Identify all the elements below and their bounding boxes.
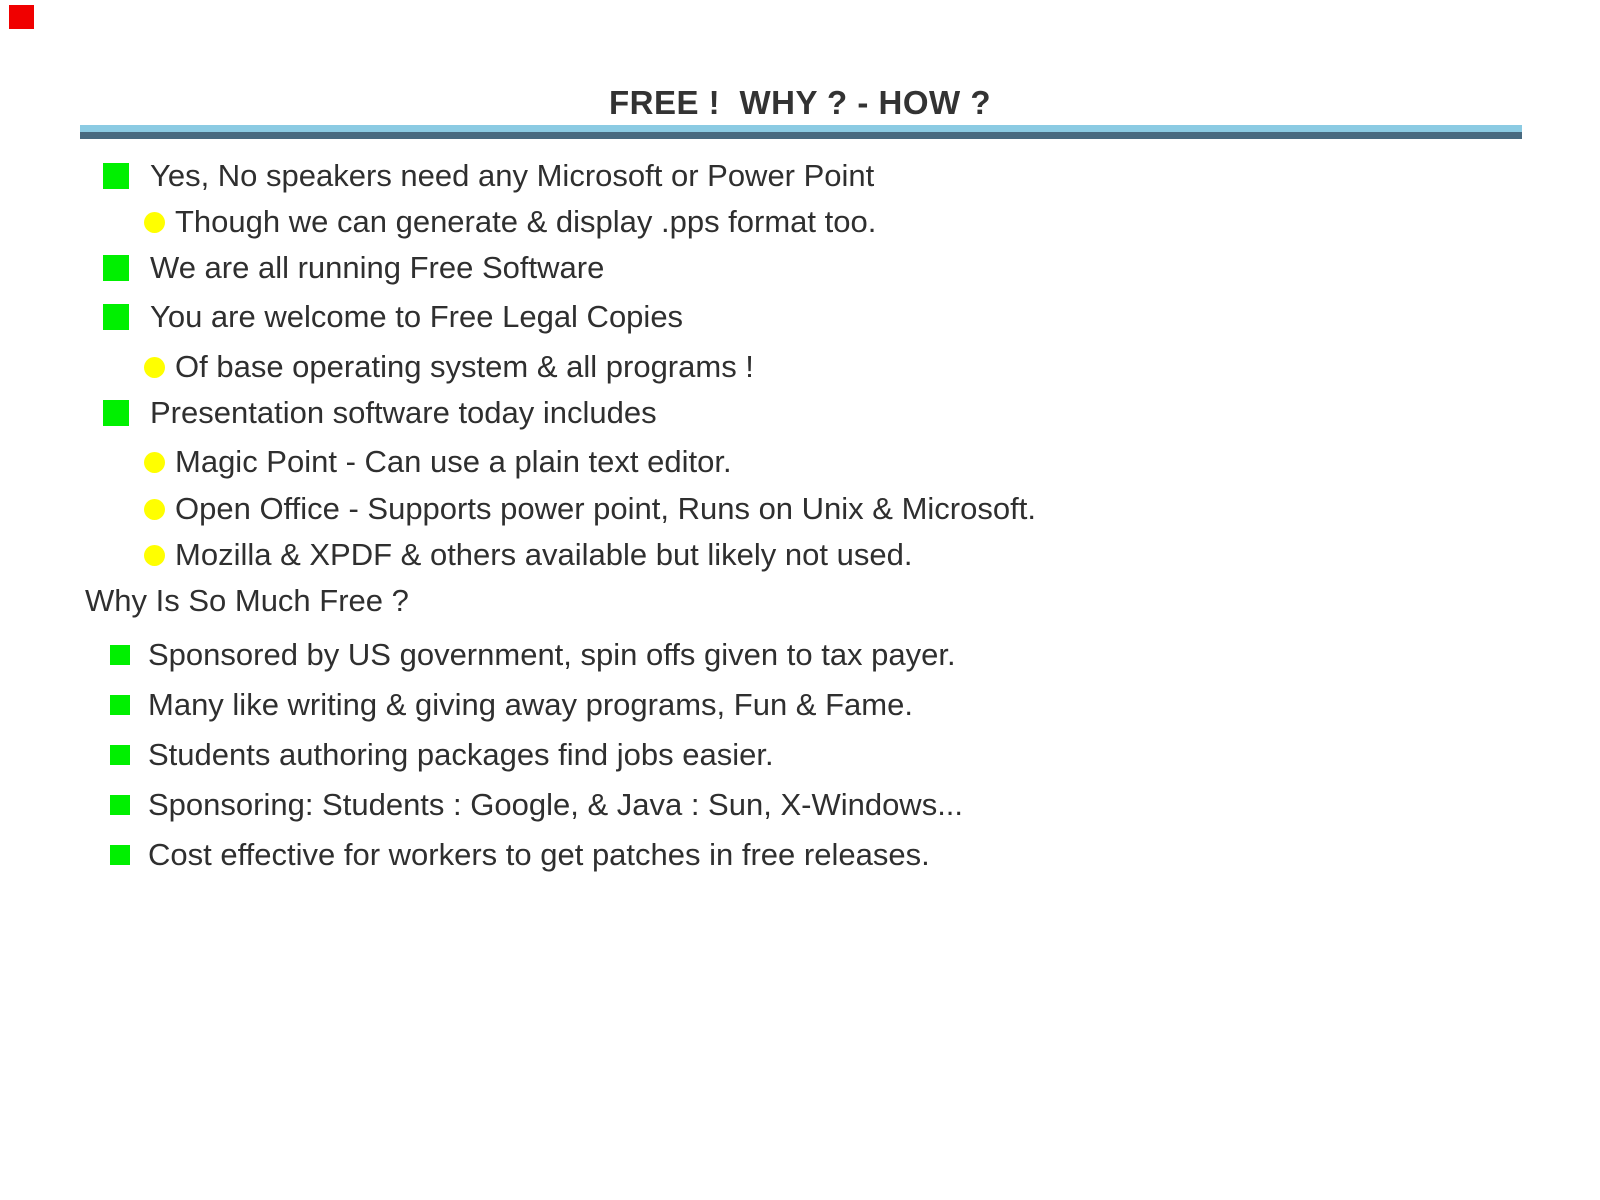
- sub-bullet-item: [144, 202, 876, 242]
- bullet-item: [103, 297, 683, 337]
- sub-bullet-item: [144, 347, 754, 387]
- bullet-text: Students authoring packages find jobs easier.: [148, 737, 774, 772]
- section-heading: [85, 581, 409, 621]
- bullet-item: [103, 248, 604, 288]
- bullet-text: Sponsoring: Students : Google, & Java : Sun, X-Windows...: [148, 787, 964, 822]
- sub-bullet-item: [144, 489, 1036, 529]
- yellow-dot-bullet-icon: [144, 499, 165, 520]
- green-square-bullet-icon: [110, 795, 130, 815]
- page-cache-indicator: [9, 5, 34, 29]
- green-square-bullet-icon: [103, 163, 129, 189]
- bullet-item: [110, 635, 956, 675]
- bullet-text: Though we can generate & display .pps format too.: [175, 204, 877, 239]
- green-square-bullet-icon: [103, 400, 129, 426]
- bullet-item: [110, 685, 913, 725]
- bullet-text: We are all running Free Software: [150, 250, 605, 285]
- bullet-item: [110, 785, 963, 825]
- section-heading-text: Why Is So Much Free ?: [85, 583, 409, 618]
- title-rule-dark-band: [80, 132, 1522, 139]
- bullet-item: [110, 735, 774, 775]
- green-square-bullet-icon: [103, 255, 129, 281]
- bullet-text: Cost effective for workers to get patches in free releases.: [148, 837, 930, 872]
- bullet-text: Open Office - Supports power point, Runs on Unix & Microsoft.: [175, 491, 1036, 526]
- bullet-item: [103, 393, 657, 433]
- green-square-bullet-icon: [110, 645, 130, 665]
- bullet-text: You are welcome to Free Legal Copies: [150, 299, 684, 334]
- bullet-text: Sponsored by US government, spin offs given to tax payer.: [148, 637, 956, 672]
- yellow-dot-bullet-icon: [144, 452, 165, 473]
- yellow-dot-bullet-icon: [144, 357, 165, 378]
- sub-bullet-item: [144, 442, 732, 482]
- bullet-text: Many like writing & giving away programs, Fun & Fame.: [148, 687, 913, 722]
- bullet-item: [110, 835, 930, 875]
- bullet-text: Presentation software today includes: [150, 395, 657, 430]
- bullet-text: Mozilla & XPDF & others available but likely not used.: [175, 537, 913, 572]
- green-square-bullet-icon: [110, 845, 130, 865]
- green-square-bullet-icon: [110, 695, 130, 715]
- yellow-dot-bullet-icon: [144, 545, 165, 566]
- bullet-text: Magic Point - Can use a plain text editor.: [175, 444, 732, 479]
- title-rule-light-band: [80, 125, 1522, 132]
- green-square-bullet-icon: [110, 745, 130, 765]
- bullet-item: [103, 156, 874, 196]
- yellow-dot-bullet-icon: [144, 212, 165, 233]
- sub-bullet-item: [144, 535, 912, 575]
- slide-title: FREE ! WHY ? - HOW ?: [608, 84, 992, 121]
- green-square-bullet-icon: [103, 304, 129, 330]
- bullet-text: Of base operating system & all programs !: [175, 349, 754, 384]
- bullet-text: Yes, No speakers need any Microsoft or Power Point: [150, 158, 875, 193]
- title-rule: [80, 125, 1522, 139]
